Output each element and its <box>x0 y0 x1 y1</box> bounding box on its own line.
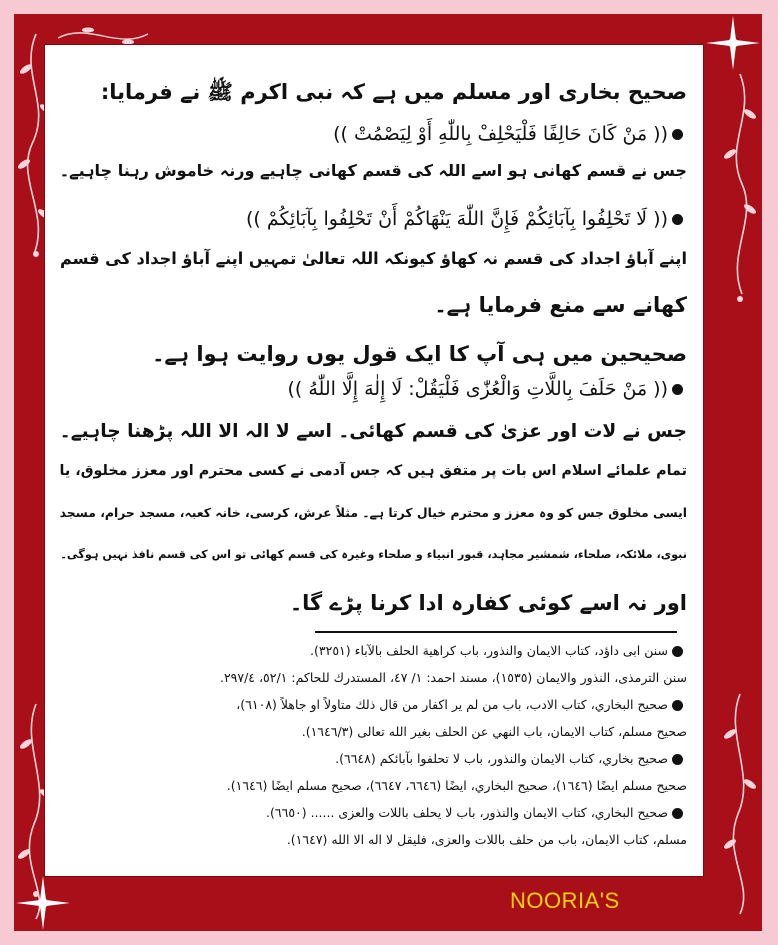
hadith-line: (( مَنْ كَانَ حَالِفًا فَلْيَحْلِفْ بِاللّٰهِ أَوْ لِيَصْمُتْ )) <box>333 123 687 145</box>
footnote-line: صحيح مسلم ايضًا (١٦٤٦)، صحيح البخاري، ايضًا (٦٦٤٦، ٦٦٤٧)، صحيح مسلم ايضًا (١٦٤٦). <box>226 778 687 793</box>
text-line: ایسی مخلوق جس کو وہ معزز و محترم خیال کرتا ہے۔ مثلاً عرش، کرسی، خانہ کعبہ، مسجد حرام، مسجد <box>59 506 687 520</box>
footnote-marker-icon <box>672 700 683 711</box>
text-line: صحیح بخاری اور مسلم میں ہے کہ نبی اکرم ﷺ نے فرمایا: <box>100 80 687 104</box>
text-line: جس نے قسم کھانی ہو اسے اللہ کی قسم کھانی چاہیے ورنہ خاموش رہنا چاہیے۔ <box>59 161 687 180</box>
text-line: کھانے سے منع فرمایا ہے۔ <box>434 293 687 317</box>
sparkle-icon <box>704 14 762 72</box>
footnote-marker-icon <box>672 754 683 765</box>
hadith-line: (( مَنْ حَلَفَ بِاللَّاتِ وَالْعُزّٰى فَلْيَقُلْ: لَا إِلٰهَ إِلَّا اللّٰهُ )) <box>287 378 687 400</box>
footnote-marker-icon <box>672 646 683 657</box>
text-line: تمام علمائے اسلام اس بات پر متفق ہیں کہ جس آدمی نے کسی محترم اور معزز مخلوق، یا <box>59 463 687 479</box>
footnote-marker-icon <box>672 384 683 395</box>
footnote-marker-icon <box>672 129 683 140</box>
text-line: اور نہ اسے کوئی کفارہ ادا کرنا پڑے گا۔ <box>289 591 687 615</box>
footnote-line: سنن ابی داؤد، کتاب الایمان والنذور، باب کراهیة الحلف بالآباء (٣٢٥١). <box>310 643 687 658</box>
text-line: نبوی، ملائکہ، صلحاء، شمشیر مجاہد، قبور انبیاء و صلحاء وغیرہ کی قسم کھائی تو اس کی قسم نافذ نہیں ہوگی۔ <box>60 548 687 561</box>
footnote-line: صحيح البخاري، كتاب الادب، باب من لم ير اكفار من قال ذلك متاولاً او جاهلاً (٦١٠٨)، <box>236 697 687 712</box>
sparkle-icon <box>14 874 72 931</box>
footnote-line: سنن الترمذی، النذور والایمان (١٥٣٥)، مسند احمد: ١/ ٤٧، المستدرك للحاكم: ٥٢/١، ٢٩٧/٤. <box>219 670 687 685</box>
footnote-line: صحيح البخاري، كتاب الايمان والنذور، باب لا يحلف باللات والعزى ...... (٦٦٥٠). <box>266 805 687 820</box>
footnote-marker-icon <box>672 214 683 225</box>
watermark-text: NOORIA'S <box>510 888 620 913</box>
text-line: صحیحین میں ہی آپ کا ایک قول یوں روایت ہوا ہے۔ <box>152 342 687 366</box>
footnote-line: صحيح بخاري، كتاب الايمان والنذور، باب لا تحلفوا بآبائكم (٦٦٤٨). <box>335 751 687 766</box>
footnote-line: صحيح مسلم، كتاب الايمان، باب النهي عن الحلف بغير الله تعالى (١٦٤٦/٣). <box>301 724 687 739</box>
footnote-divider <box>315 631 677 633</box>
footnote-line: مسلم، كتاب الايمان، باب من حلف باللات والعزى، فليقل لا اله الا الله (١٦٤٧). <box>286 832 687 847</box>
footnote-marker-icon <box>672 808 683 819</box>
hadith-line: (( لَا تَحْلِفُوا بِآبَائِكُمْ فَإِنَّ اللّٰهَ يَنْهَاكُمْ أَنْ تَحْلِفُوا بِآبَائِكُمْ )) <box>246 208 687 230</box>
scanned-page <box>44 44 704 877</box>
floral-vine-right-icon <box>718 14 762 931</box>
text-line: اپنے آباؤ اجداد کی قسم نہ کھاؤ کیونکہ اللہ تعالیٰ تمہیں اپنے آباؤ اجداد کی قسم <box>59 249 687 268</box>
text-line: جس نے لات اور عزیٰ کی قسم کھائی۔ اسے لا الہ الا اللہ پڑھنا چاہیے۔ <box>59 421 687 442</box>
